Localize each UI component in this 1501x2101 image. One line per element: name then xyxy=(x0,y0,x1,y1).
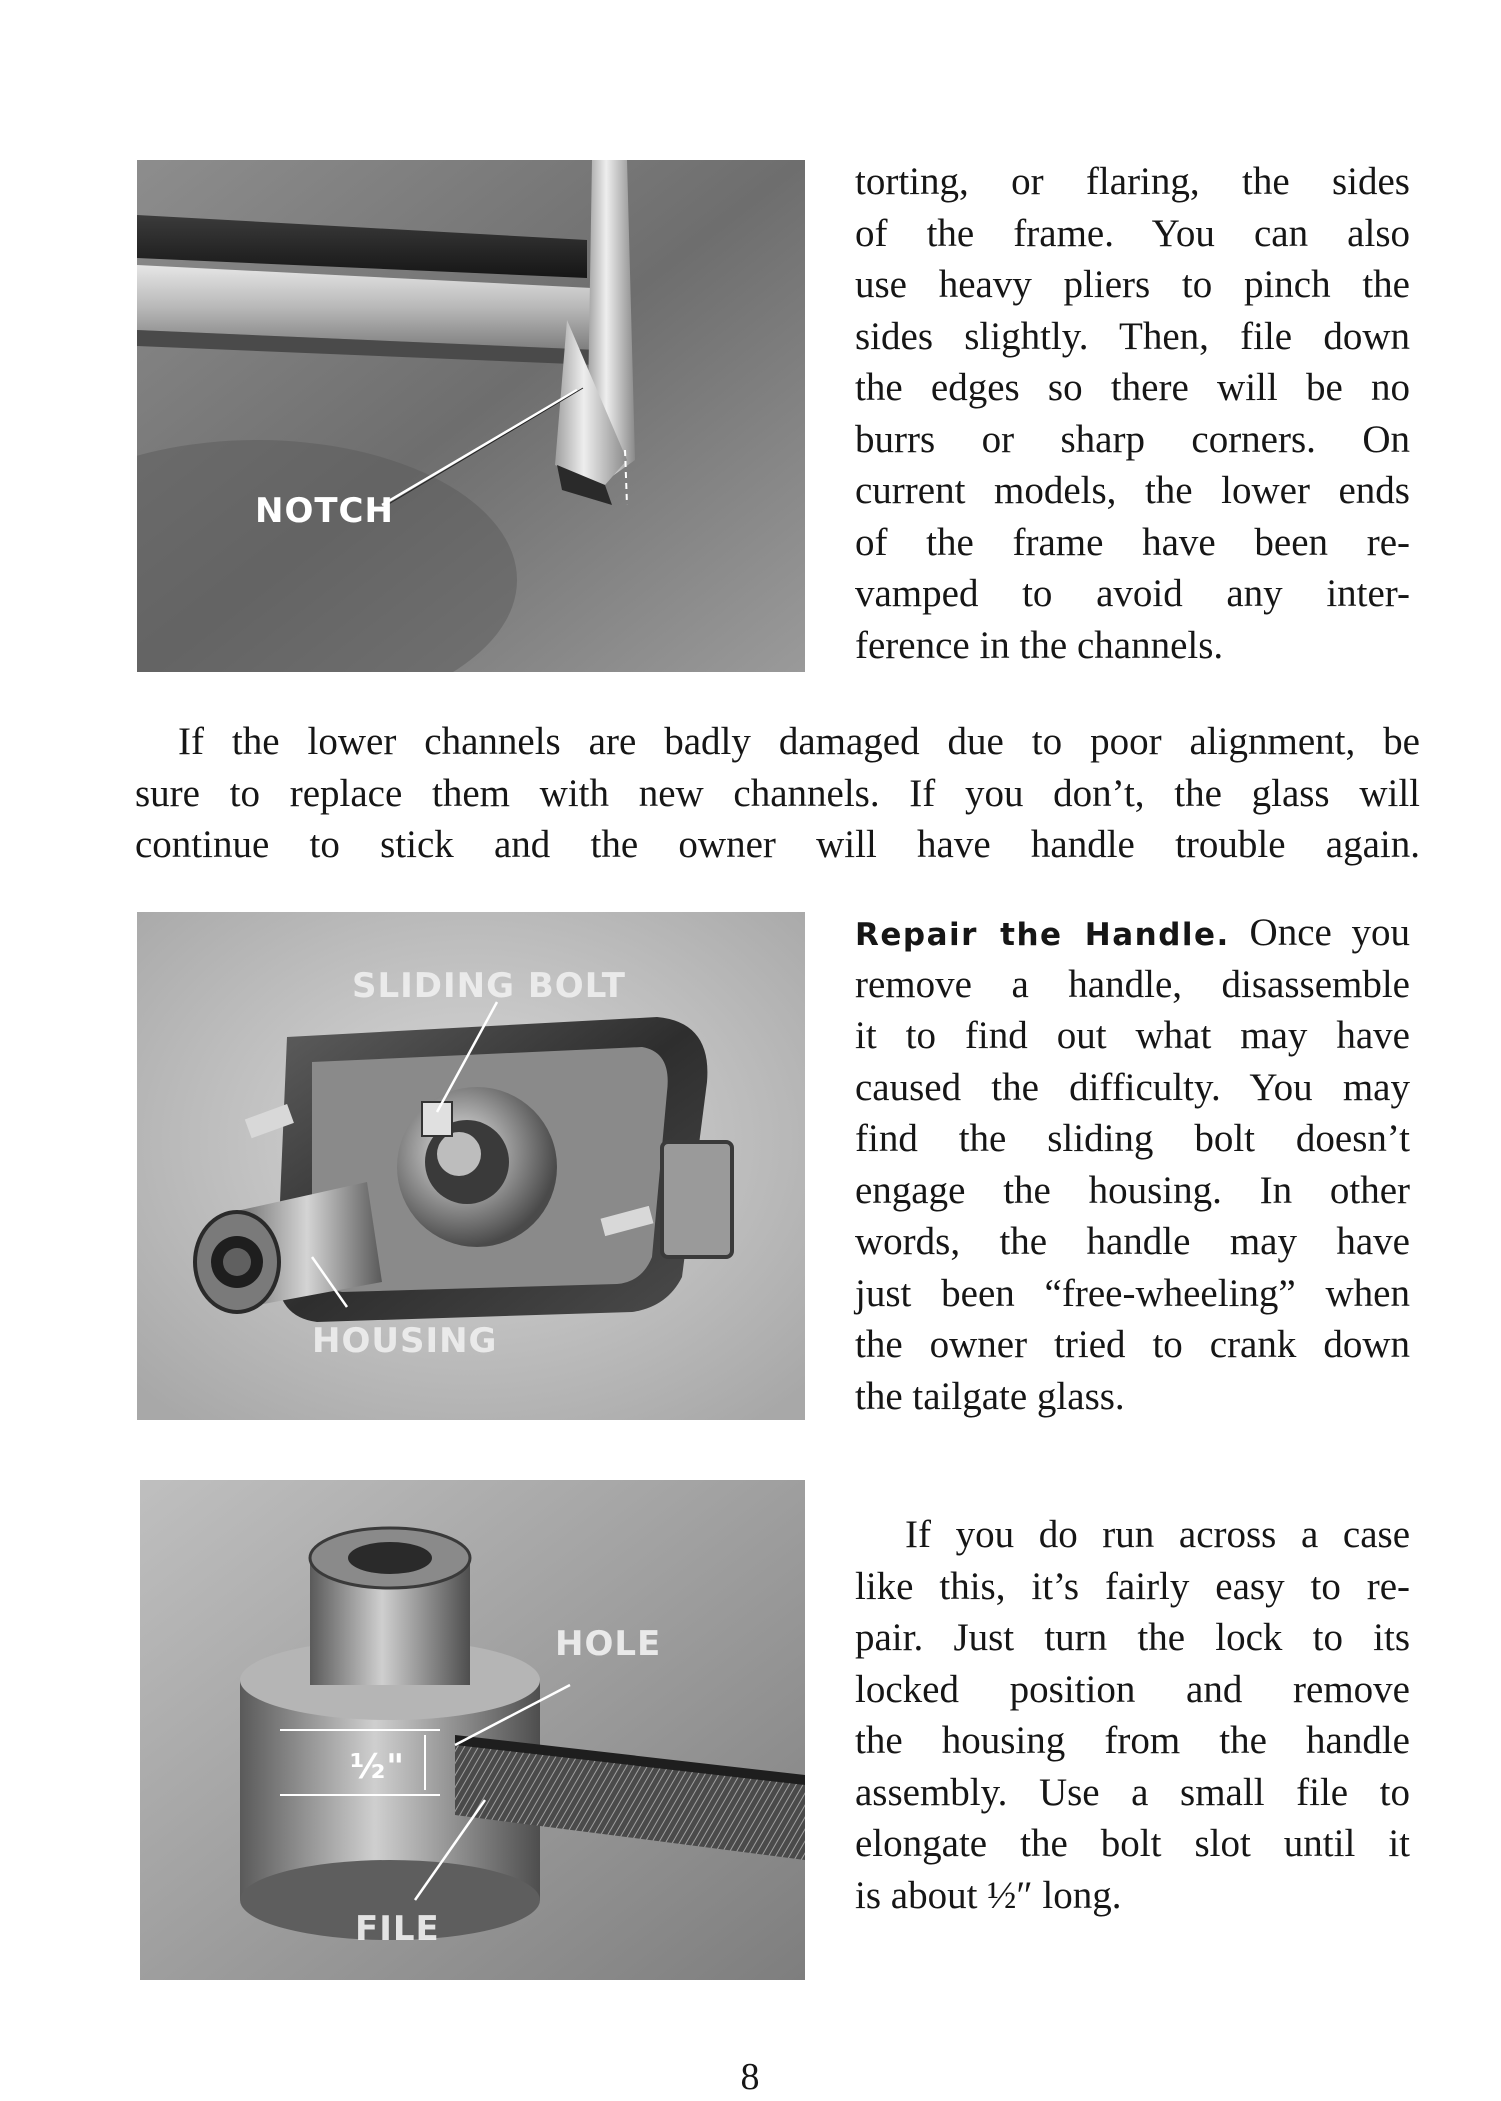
text-line: like this, it’s fairly easy to re- xyxy=(855,1564,1410,1608)
text-line: burrs or sharp corners. On xyxy=(855,417,1410,461)
text-line: locked position and remove xyxy=(855,1667,1410,1711)
text-line: remove a handle, disassemble xyxy=(855,962,1410,1006)
photo-frame-notch xyxy=(137,160,805,672)
housing-file-illustration xyxy=(140,1480,805,1980)
text-line: elongate the bolt slot until it xyxy=(855,1822,1410,1865)
text-line: of the frame have been re- xyxy=(855,520,1410,564)
notch-label: NOTCH xyxy=(255,491,394,531)
repair-heading-rest: Once you xyxy=(1229,911,1410,954)
photo-handle-assembly xyxy=(137,912,805,1420)
text-line: vamped to avoid any inter- xyxy=(855,572,1410,615)
text-line: of the frame. You can also xyxy=(855,211,1410,255)
text-line: use heavy pliers to pinch the xyxy=(855,263,1410,306)
file-instructions-column xyxy=(855,1509,1410,1921)
text-line: pair. Just turn the lock to its xyxy=(855,1616,1410,1659)
half-inch-dimension: ½" xyxy=(350,1747,405,1787)
housing-label: HOUSING xyxy=(312,1321,498,1361)
text-line: current models, the lower ends xyxy=(855,469,1410,512)
hole-label: HOLE xyxy=(555,1624,662,1664)
page-number: 8 xyxy=(740,2056,760,2098)
text-line: continue to stick and the owner will have handle trouble again. xyxy=(135,823,1420,866)
text-line: it to find out what may have xyxy=(855,1014,1410,1057)
text-line: caused the difficulty. You may xyxy=(855,1065,1410,1109)
text-line: torting, or flaring, the sides xyxy=(855,160,1410,203)
text-line: is about ½″ long. xyxy=(855,1873,1122,1917)
text-line: sure to replace them with new channels. If you don’t, the glass will xyxy=(135,771,1420,815)
text-line xyxy=(855,907,1410,959)
text-line: the edges so there will be no xyxy=(855,366,1410,409)
text-line: words, the handle may have xyxy=(855,1220,1410,1263)
repair-heading: Repair the Handle. xyxy=(855,917,1230,953)
text-line: ference in the channels. xyxy=(855,623,1224,667)
frame-notch-illustration xyxy=(137,160,805,672)
text-line: the owner tried to crank down xyxy=(855,1323,1410,1366)
photo-housing-file xyxy=(140,1480,805,1980)
text-line: the tailgate glass. xyxy=(855,1374,1125,1418)
channels-paragraph xyxy=(135,716,1420,871)
frame-text-column xyxy=(855,156,1410,671)
text-line: assembly. Use a small file to xyxy=(855,1770,1410,1814)
file-label: FILE xyxy=(355,1909,440,1949)
text-line: If the lower channels are badly damaged due to poor alignment, be xyxy=(178,720,1420,763)
sliding-bolt-label: SLIDING BOLT xyxy=(352,966,626,1006)
text-line: the housing from the handle xyxy=(855,1719,1410,1762)
text-line: If you do run across a case xyxy=(905,1513,1410,1556)
text-line: sides slightly. Then, file down xyxy=(855,314,1410,358)
repair-handle-column xyxy=(855,907,1410,1422)
text-line: just been “free-wheeling” when xyxy=(855,1271,1410,1315)
text-line: find the sliding bolt doesn’t xyxy=(855,1117,1410,1160)
text-line: engage the housing. In other xyxy=(855,1168,1410,1212)
handle-assembly-illustration xyxy=(137,912,805,1420)
